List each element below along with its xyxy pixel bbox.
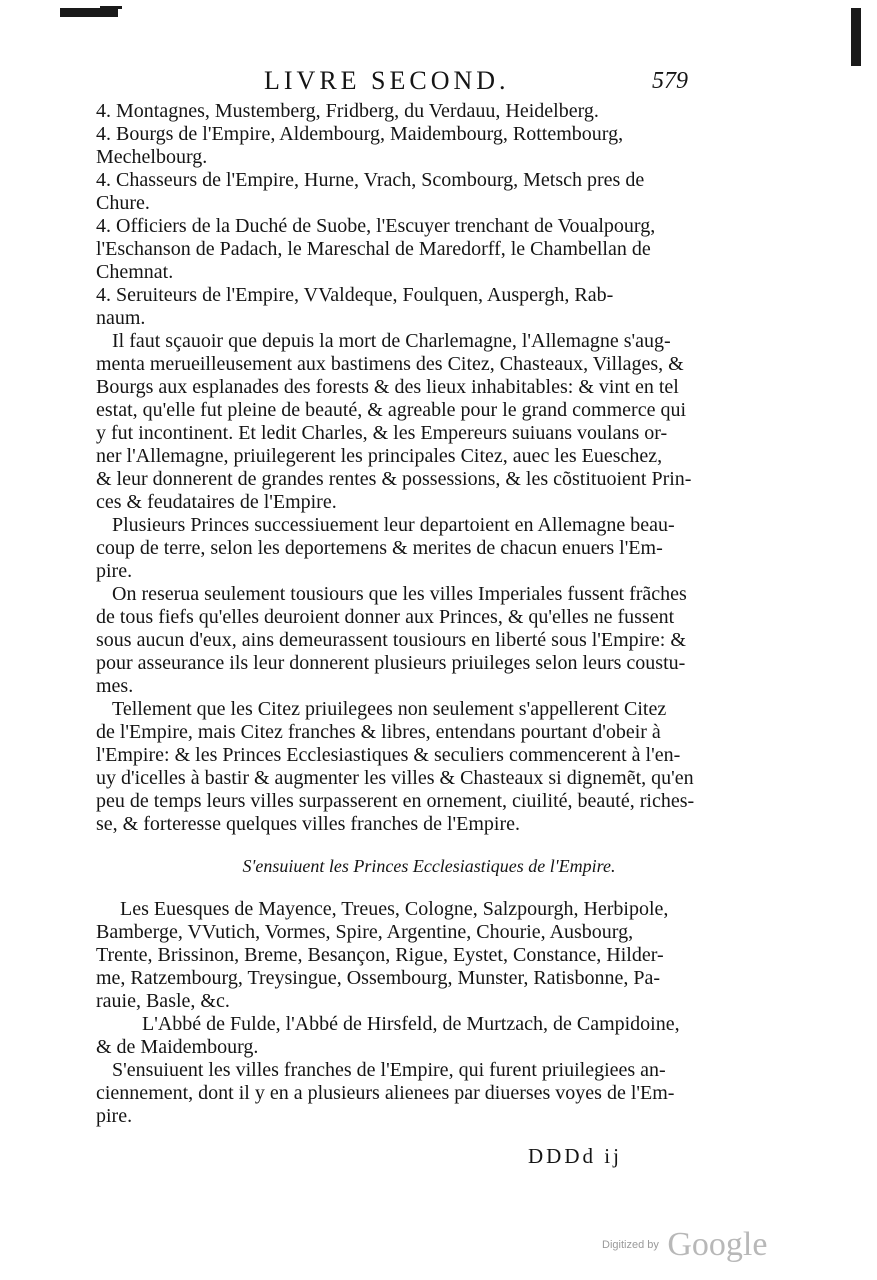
text-line: Mechelbourg. xyxy=(96,146,208,168)
text-line: Bamberge, VVutich, Vormes, Spire, Argentine, Chourie, Ausbourg, xyxy=(96,921,634,943)
text-line: sous aucun d'eux, ains demeurassent tousiours en liberté sous l'Empire: & xyxy=(96,629,686,651)
google-logo: Google xyxy=(667,1226,768,1263)
page-number: 579 xyxy=(652,68,688,94)
text-line: Tellement que les Citez priuilegees non seulement s'appellerent Citez xyxy=(112,698,667,720)
text-line: 4. Chasseurs de l'Empire, Hurne, Vrach, Scombourg, Metsch pres de xyxy=(96,169,645,191)
text-line: uy d'icelles à bastir & augmenter les villes & Chasteaux si dignemẽt, qu'en xyxy=(96,767,694,789)
text-line: L'Abbé de Fulde, l'Abbé de Hirsfeld, de Murtzach, de Campidoine, xyxy=(142,1013,680,1035)
text-line: rauie, Basle, &c. xyxy=(96,990,230,1012)
text-line: ciennement, dont il y en a plusieurs alienees par diuerses voyes de l'Em- xyxy=(96,1082,675,1104)
text-line: pour asseurance ils leur donnerent plusieurs priuileges selon leurs coustu- xyxy=(96,652,686,674)
running-title: LIVRE SECOND. xyxy=(264,66,510,95)
text-line: l'Eschanson de Padach, le Mareschal de Maredorff, le Chambellan de xyxy=(96,238,651,260)
text-line: Plusieurs Princes successiuement leur departoient en Allemagne beau- xyxy=(112,514,675,536)
text-line: mes. xyxy=(96,675,134,697)
text-line: estat, qu'elle fut pleine de beauté, & agreable pour le grand commerce qui xyxy=(96,399,687,421)
section-heading: S'ensuiuent les Princes Ecclesiastiques de l'Empire. xyxy=(242,856,616,876)
scan-mark xyxy=(100,6,122,9)
text-line: menta merueilleusement aux bastimens des Citez, Chasteaux, Villages, & xyxy=(96,353,684,375)
text-line: 4. Seruiteurs de l'Empire, VValdeque, Foulquen, Auspergh, Rab- xyxy=(96,284,614,306)
text-line: y fut incontinent. Et ledit Charles, & les Empereurs suiuans voulans or- xyxy=(96,422,668,444)
body-text xyxy=(96,100,722,1128)
digitized-watermark xyxy=(602,1226,767,1264)
text-line: ces & feudataires de l'Empire. xyxy=(96,491,337,513)
text-line: me, Ratzembourg, Treysingue, Ossembourg, Munster, Ratisbonne, Pa- xyxy=(96,967,660,989)
text-line: de tous fiefs qu'elles deuroient donner aux Princes, & qu'elles ne fussent xyxy=(96,606,675,628)
text-line: On reserua seulement tousiours que les villes Imperiales fussent frãches xyxy=(112,583,687,605)
scan-edge xyxy=(851,8,861,66)
digitized-label: Digitized by xyxy=(602,1239,659,1251)
text-line: S'ensuiuent les villes franches de l'Empire, qui furent priuilegiees an- xyxy=(112,1059,666,1081)
text-line: l'Empire: & les Princes Ecclesiastiques & seculiers commencerent à l'en- xyxy=(96,744,681,766)
text-line: 4. Montagnes, Mustemberg, Fridberg, du Verdauu, Heidelberg. xyxy=(96,100,599,122)
text-line: & de Maidembourg. xyxy=(96,1036,259,1058)
text-line: naum. xyxy=(96,307,146,329)
text-line: 4. Bourgs de l'Empire, Aldembourg, Maidembourg, Rottembourg, xyxy=(96,123,624,145)
scan-mark xyxy=(60,8,118,17)
text-line: peu de temps leurs villes surpasserent en ornement, ciuilité, beauté, riches- xyxy=(96,790,695,812)
text-line: Chemnat. xyxy=(96,261,174,283)
text-line: Les Euesques de Mayence, Treues, Cologne, Salzpourgh, Herbipole, xyxy=(120,898,669,920)
text-line: pire. xyxy=(96,560,133,582)
page-header xyxy=(96,66,696,100)
text-line: coup de terre, selon les deportemens & merites de chacun enuers l'Em- xyxy=(96,537,663,559)
text-line: Bourgs aux esplanades des forests & des lieux inhabitables: & vint en tel xyxy=(96,376,679,398)
text-line: pire. xyxy=(96,1105,133,1127)
text-line: se, & forteresse quelques villes franches de l'Empire. xyxy=(96,813,521,835)
text-line: ner l'Allemagne, priuilegerent les principales Citez, auec les Eueschez, xyxy=(96,445,663,467)
signature-mark: DDDd ij xyxy=(528,1144,622,1168)
text-line: 4. Officiers de la Duché de Suobe, l'Escuyer trenchant de Voualpourg, xyxy=(96,215,656,237)
text-line: Chure. xyxy=(96,192,150,214)
text-line: Trente, Brissinon, Breme, Besançon, Rigue, Eystet, Constance, Hilder- xyxy=(96,944,664,966)
text-line: de l'Empire, mais Citez franches & libres, entendans pourtant d'obeir à xyxy=(96,721,661,743)
text-line: Il faut sçauoir que depuis la mort de Charlemagne, l'Allemagne s'aug- xyxy=(112,330,671,352)
text-line: & leur donnerent de grandes rentes & possessions, & les cõstituoient Prin- xyxy=(96,468,692,490)
